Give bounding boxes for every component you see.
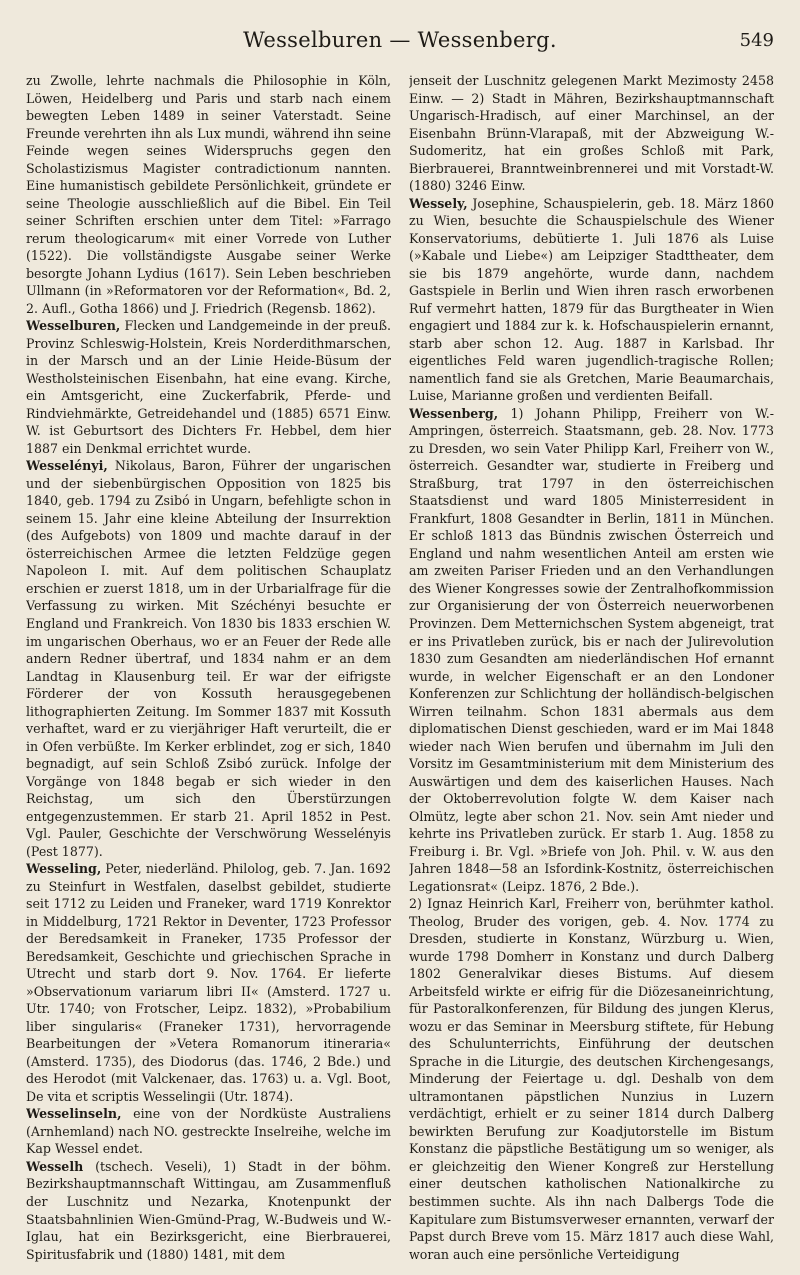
- entry-headword: Wessely,: [409, 195, 468, 211]
- entry-text: eine von der Nordküste Australiens (Arnhemland) nach NO. gestreckte Inselreihe, welche im Kap Wessel endet.: [26, 1106, 391, 1157]
- dictionary-entry: [409, 895, 774, 1263]
- dictionary-entry: [26, 1105, 391, 1158]
- text-columns: [26, 72, 774, 1265]
- left-column: [26, 72, 391, 1265]
- entry-text: Flecken und Landgemeinde in der preuß. Provinz Schleswig-Holstein, Kreis Norderdithmarschen, in der Marsch und an der Linie Heide-Büsum der Westholsteinischen Eisenbahn, hat eine evang. Kirche, ein Amtsgericht, eine Zuckerfabrik, Pferde- und Rindviehmärkte, Getreidehandel und (1885) 6571 Einw. W. ist Geburtsort des Dichters Fr. Hebbel, dem hier 1887 ein Denkmal errichtet wurde.: [26, 318, 391, 456]
- entry-text: 2) Ignaz Heinrich Karl, Freiherr von, berühmter kathol. Theolog, Bruder des vorigen, geb. 4. Nov. 1774 zu Dresden, studierte in Konstanz, Würzburg u. Wien, wurde 1798 Domherr in Konstanz und durch Dalberg 1802 Generalvikar dieses Bistums. Auf diesem Arbeitsfeld wirkte er eifrig für die Diözesaneinrichtung, für Pastoralkonferenzen, für Bildung des jungen Klerus, wozu er das Seminar in Meersburg stiftete, für Hebung des Schulunterrichts, Einführung der deutschen Sprache in die Liturgie, des deutschen Kirchengesangs, Minderung der Feiertage u. dgl. Deshalb von dem ultramontanen päpstlichen Nunzius in Luzern verdächtigt, erhielt er zu seiner 1814 durch Dalberg bewirkten Berufung zur Koadjutorstelle im Bistum Konstanz die päpstliche Bestätigung um so weniger, als er gleichzeitig den Wiener Kongreß zur Herstellung einer deutschen katholischen Nationalkirche zu bestimmen suchte. Als ihn nach Dalbergs Tode die Kapitulare zum Bistumsverweser ernannten, verwarf der Papst durch Breve vom 15. März 1817 auch diese Wahl, woran auch eine persönliche Verteidigung: [409, 896, 774, 1262]
- page-number: 549: [739, 30, 774, 51]
- dictionary-entry: [409, 195, 774, 405]
- entry-text: Josephine, Schauspielerin, geb. 18. März 1860 zu Wien, besuchte die Schauspielschule des Wiener Konservatoriums, debütierte 1. Juli 1876 als Luise (»Kabale und Liebe«) am Leipziger Stadttheater, dem sie bis 1879 angehörte, wurde dann, nachdem Gastspiele in Berlin und Wien ihren rasch erworbenen Ruf vermehrt hatten, 1879 für das Burgtheater in Wien engagiert und 1884 zur k. k. Hofschauspielerin ernannt, starb aber schon 12. Aug. 1887 in Karlsbad. Ihr eigentliches Feld waren jugendlich-tragische Rollen; namentlich fand sie als Gretchen, Marie Beaumarchais, Luise, Marianne großen und verdienten Beifall.: [409, 195, 774, 404]
- entry-text: 1) Johann Philipp, Freiherr von W.-Ampringen, österreich. Staatsmann, geb. 28. Nov. 1773 zu Dresden, wo sein Vater Philipp Karl, Freiherr von W., österreich. Gesandter war, studierte in Freiberg und Straßburg, trat 1797 in den österreichischen Staatsdienst und ward 1805 Ministerresident in Frankfurt, 1808 Gesandter in Berlin, 1811 in München. Er schloß 1813 das Bündnis zwischen Österreich und England und nahm wesentlichen Anteil am ersten wie am zweiten Pariser Frieden und an den Verhandlungen des Wiener Kongresses sowie der Zentralhofkommission zur Organisierung der von Österreich neuerworbenen Provinzen. Dem Metternichschen System abgeneigt, trat er ins Privatleben zurück, bis er nach der Julirevolution 1830 zum Gesandten am niederländischen Hof ernannt wurde, in welcher Eigenschaft er an den Londoner Konferenzen zur Schlichtung der holländisch-belgischen Wirren teilnahm. Schon 1831 abermals aus dem diplomatischen Dienst geschieden, ward er im Mai 1848 wieder nach Wien berufen und übernahm im Juli den Vorsitz im Gesamtministerium mit dem Ministerium des Auswärtigen und dem des kaiserlichen Hauses. Nach der Oktoberrevolution folgte W. dem Kaiser nach Olmütz, legte aber schon 21. Nov. sein Amt nieder und kehrte ins Privatleben zurück. Er starb 1. Aug. 1858 zu Freiburg i. Br. Vgl. »Briefe von Joh. Phil. v. W. aus den Jahren 1848—58 an Isfordink-Kostnitz, österreichischen Legationsrat« (Leipz. 1876, 2 Bde.).: [409, 405, 774, 894]
- entry-text: Peter, niederländ. Philolog, geb. 7. Jan. 1692 zu Steinfurt in Westfalen, daselbst gebildet, studierte seit 1712 zu Leiden und Franeker, ward 1719 Konrektor in Middelburg, 1721 Rektor in Deventer, 1723 Professor der Beredsamkeit in Franeker, 1735 Professor der Beredsamkeit, Geschichte und griechischen Sprache in Utrecht und starb dort 9. Nov. 1764. Er lieferte »Observationum variarum libri II« (Amsterd. 1727 u. Utr. 1740; von Frotscher, Leipz. 1832), »Probabilium liber singularis« (Franeker 1731), hervorragende Bearbeitungen der »Vetera Romanorum itineraria« (Amsterd. 1735), des Diodorus (das. 1746, 2 Bde.) und des Herodot (mit Valckenaer, das. 1763) u. a. Vgl. Boot, De vita et scriptis Wesselingii (Utr. 1874).: [26, 861, 391, 1104]
- entry-headword: Wesselburen,: [26, 318, 121, 334]
- dictionary-entry: [26, 860, 391, 1105]
- dictionary-entry: [409, 72, 774, 195]
- entry-headword: Wesselinseln,: [26, 1106, 122, 1122]
- entry-text: jenseit der Luschnitz gelegenen Markt Mezimosty 2458 Einw. — 2) Stadt in Mähren, Bezirkshauptmannschaft Ungarisch-Hradisch, auf einer Marchinsel, an der Eisenbahn Brünn-Vlarapaß, mit der Abzweigung W.-Sudomeritz, hat ein großes Schloß mit Park, Bierbrauerei, Branntweinbrennerei und mit Vorstadt-W. (1880) 3246 Einw.: [409, 73, 774, 194]
- entry-text: zu Zwolle, lehrte nachmals die Philosophie in Köln, Löwen, Heidelberg und Paris und starb nach einem bewegten Leben 1489 in seiner Vaterstadt. Seine Freunde verehrten ihn als Lux mundi, während ihn seine Feinde wegen seines Widerspruchs gegen den Scholastizismus Magister contradictionum nannten. Eine humanistisch gebildete Persönlichkeit, gründete er seine Theologie ausschließlich auf die Bibel. Ein Teil seiner Schriften erschien unter dem Titel: »Farrago rerum theologicarum« mit einer Vorrede von Luther (1522). Die vollständigste Ausgabe seiner Werke besorgte Johann Lydius (1617). Sein Leben beschrieben Ullmann (in »Reformatoren vor der Reformation«, Bd. 2, 2. Aufl., Gotha 1866) und J. Friedrich (Regensb. 1862).: [26, 73, 391, 316]
- entry-headword: Wesselh: [26, 1158, 84, 1174]
- entry-headword: Wesselényi,: [26, 458, 108, 474]
- dictionary-entry: [26, 457, 391, 860]
- running-head: Wesselburen — Wessenberg.: [243, 28, 557, 52]
- dictionary-entry: [409, 405, 774, 895]
- dictionary-entry: [26, 317, 391, 457]
- dictionary-entry: [26, 1158, 391, 1263]
- entry-text: (tschech. Veseli), 1) Stadt in der böhm. Bezirkshauptmannschaft Wittingau, am Zusammenfluß der Luschnitz und Nezarka, Knotenpunkt der Staatsbahnlinien Wien-Gmünd-Prag, W.-Budweis und W.-Iglau, hat ein Bezirksgericht, eine Bierbrauerei, Spiritusfabrik und (1880) 1481, mit dem: [26, 1158, 391, 1262]
- entry-headword: Wessenberg,: [409, 405, 499, 421]
- right-column: [409, 72, 774, 1265]
- entry-headword: Wesseling,: [26, 861, 102, 877]
- entry-text: Nikolaus, Baron, Führer der ungarischen und der siebenbürgischen Opposition von 1825 bis 1840, geb. 1794 zu Zsibó in Ungarn, befehligte schon in seinem 15. Jahr eine kleine Abteilung der Insurrektion (des Aufgebots) von 1809 und machte darauf in der österreichischen Armee die letzten Feldzüge gegen Napoleon I. mit. Auf dem politischen Schauplatz erschien er zuerst 1818, um in der Urbarialfrage für die Verfassung zu wirken. Mit Széchényi besuchte er England und Frankreich. Von 1830 bis 1833 erschien W. im ungarischen Oberhaus, wo er an Feuer der Rede alle andern Redner übertraf, und 1834 nahm er an dem Landtag in Klausenburg teil. Er war der eifrigste Förderer der von Kossuth herausgegebenen lithographierten Zeitung. Im Sommer 1837 mit Kossuth verhaftet, ward er zu vierjähriger Haft verurteilt, die er in Ofen verbüßte. Im Kerker erblindet, zog er sich, 1840 begnadigt, auf sein Schloß Zsibó zurück. Infolge der Vorgänge von 1848 begab er sich wieder in den Reichstag, um sich den Überstürzungen entgegenzustemmen. Er starb 21. April 1852 in Pest. Vgl. Pauler, Geschichte der Verschwörung Wesselényis (Pest 1877).: [26, 458, 391, 859]
- page-header: [0, 28, 800, 60]
- dictionary-entry: [26, 72, 391, 317]
